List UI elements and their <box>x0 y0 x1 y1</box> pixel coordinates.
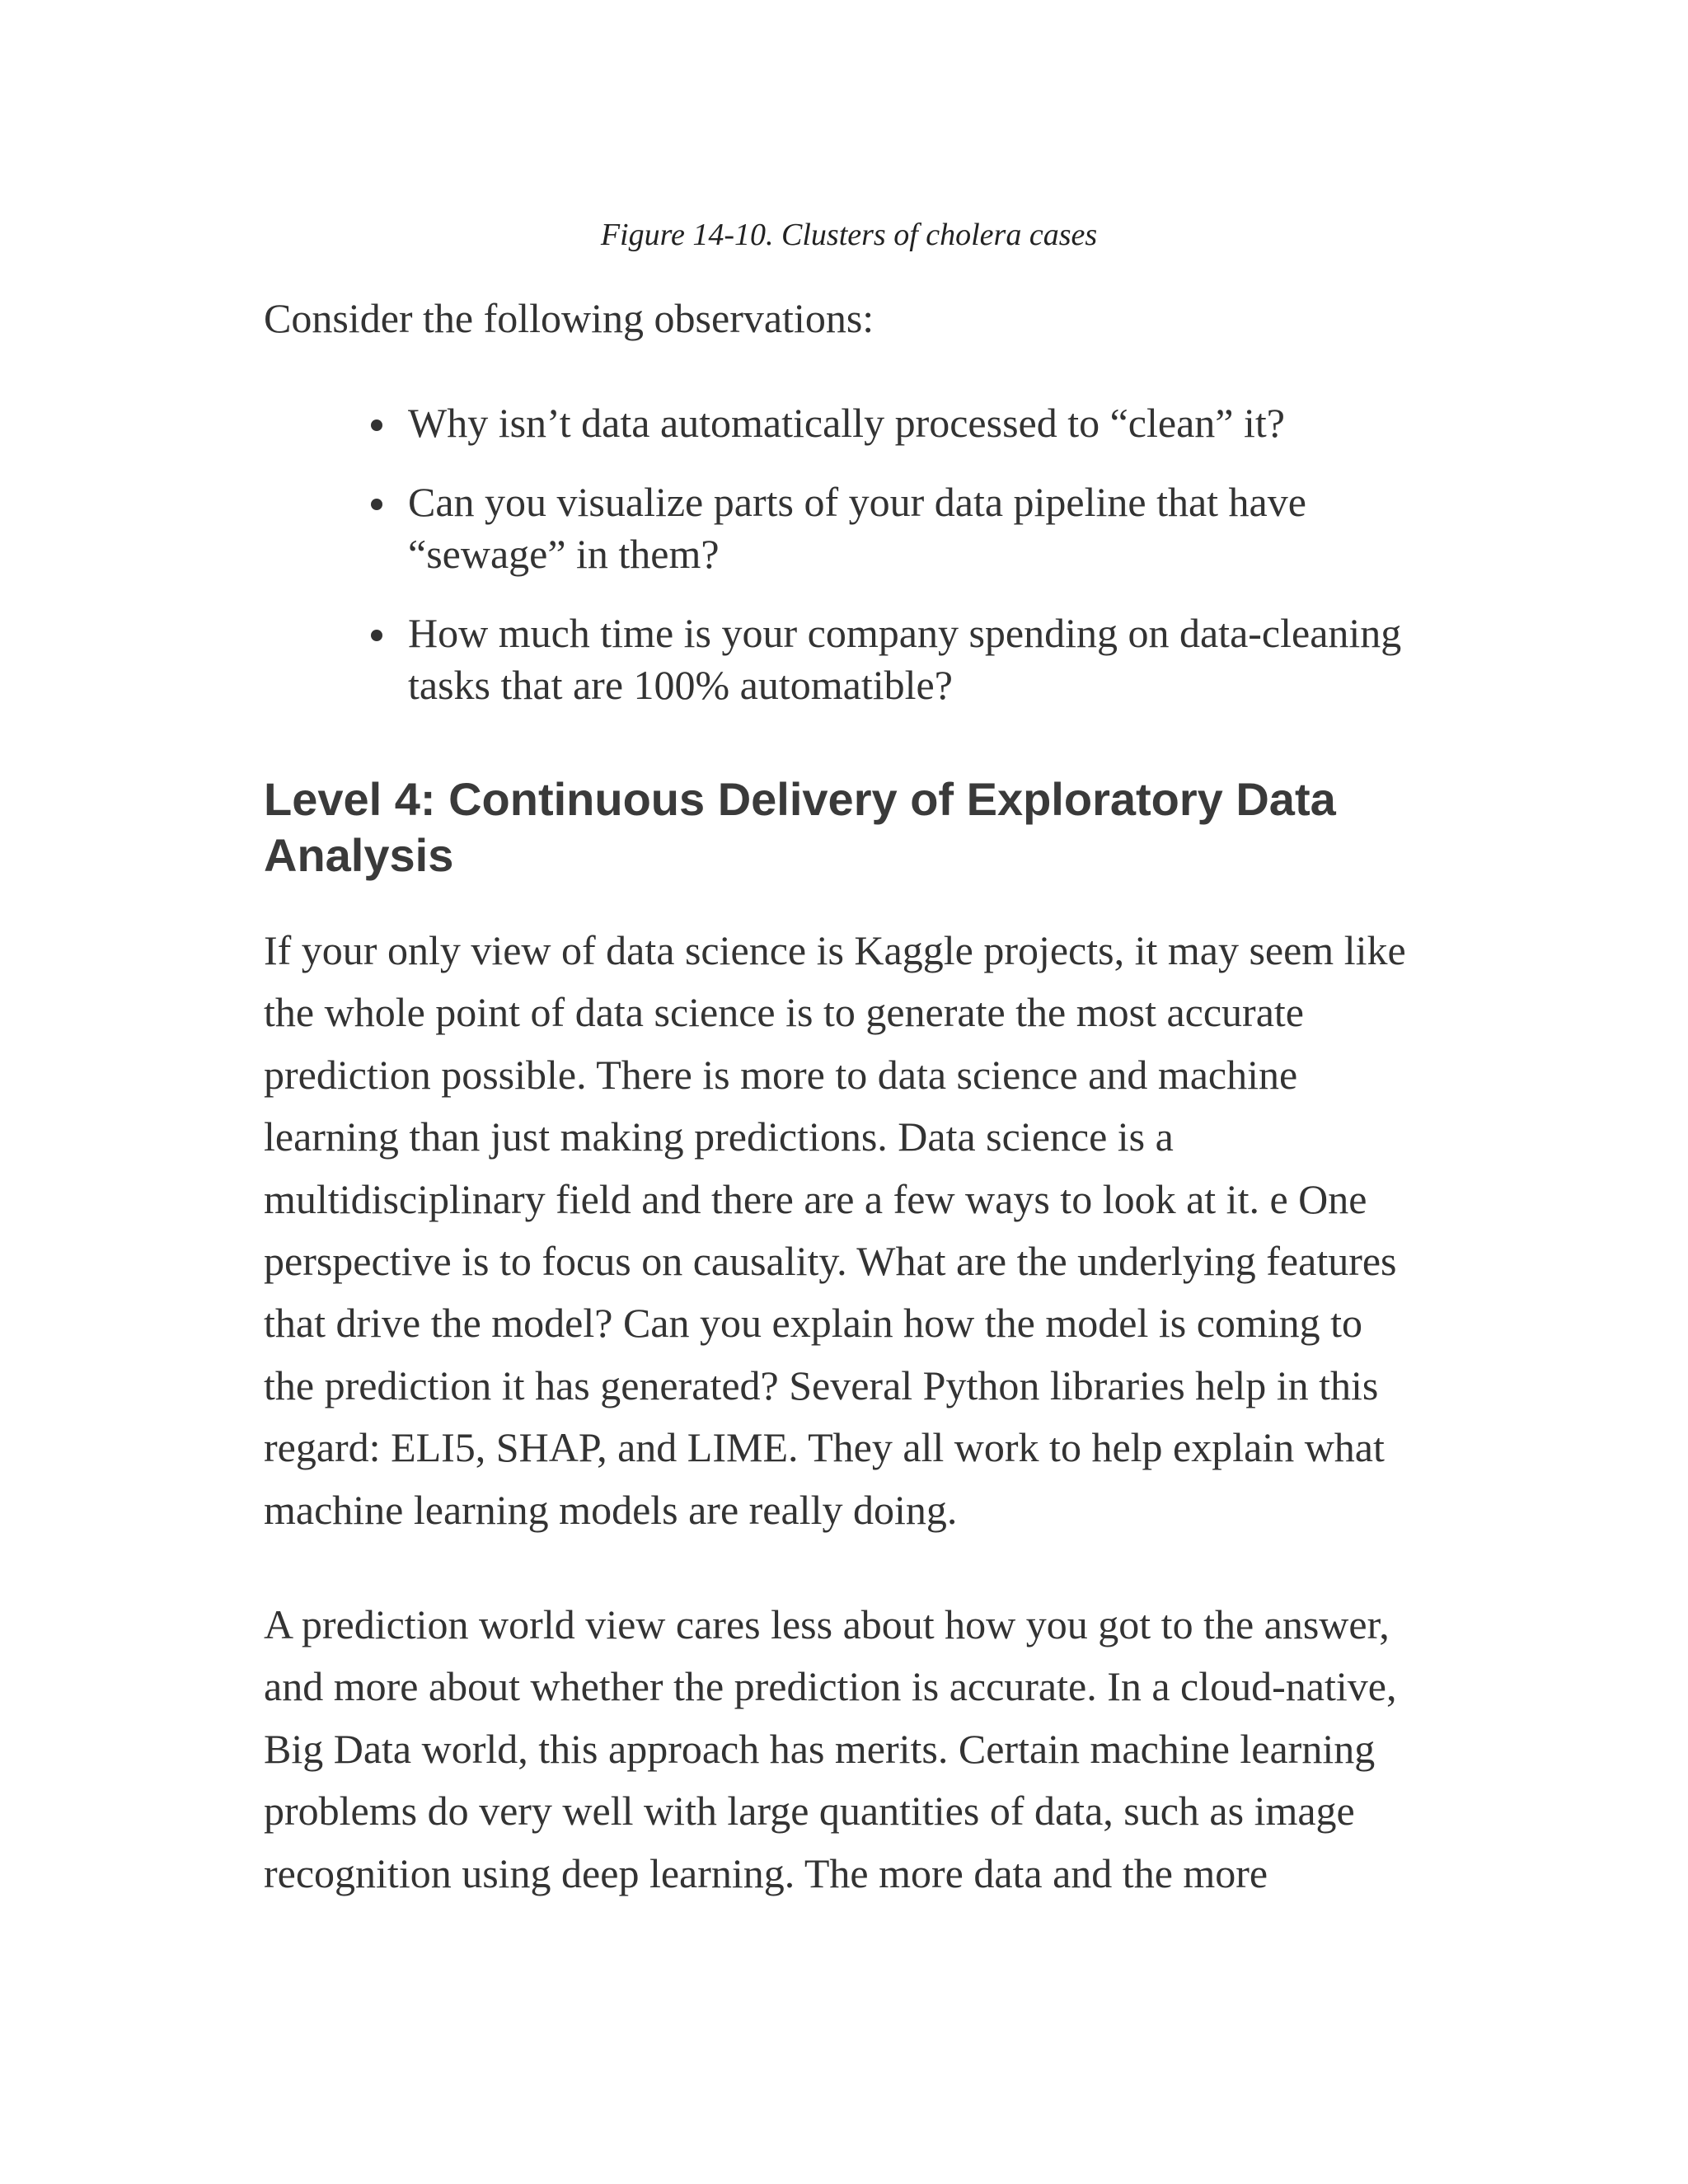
bullet-icon <box>371 630 382 641</box>
figure-caption: Figure 14-10. Clusters of cholera cases <box>600 218 1098 252</box>
list-item-text: Can you visualize parts of your data pipeline that have “sewage” in them? <box>408 479 1306 577</box>
bullet-icon <box>371 419 382 431</box>
observations-list <box>264 397 1418 738</box>
intro-text: Consider the following observations: <box>264 295 874 341</box>
section-heading: Level 4: Continuous Delivery of Exploratory Data Analysis <box>264 773 1336 881</box>
bullet-icon <box>371 499 382 510</box>
list-item-text: How much time is your company spending on data-cleaning tasks that are 100% automatible? <box>408 610 1402 708</box>
list-item <box>264 397 1418 449</box>
body-paragraph-1: If your only view of data science is Kaggle projects, it may seem like the whole point of data science is to generate the most accurate prediction possible. There is more to data science and machine learning than just making predictions. Data science is a multidisciplinary field and there are a few ways to look at it. e One perspective is to focus on causality. What are the underlying features that drive the model? Can you explain how the model is coming to the prediction it has generated? Several Python libraries help in this regard: ELI5, SHAP, and LIME. They all work to help explain what machine learning models are really doing. <box>264 927 1406 1533</box>
list-item-text: Why isn’t data automatically processed to “clean” it? <box>408 400 1285 446</box>
list-item <box>264 607 1418 711</box>
body-paragraph-2: A prediction world view cares less about how you got to the answer, and more about whether the prediction is accurate. In a cloud-native, Big Data world, this approach has merits. Certain machine learning problems do very well with large quantities of data, such as image recognition using deep learning. The more data and the more <box>264 1601 1397 1896</box>
list-item <box>264 476 1418 580</box>
